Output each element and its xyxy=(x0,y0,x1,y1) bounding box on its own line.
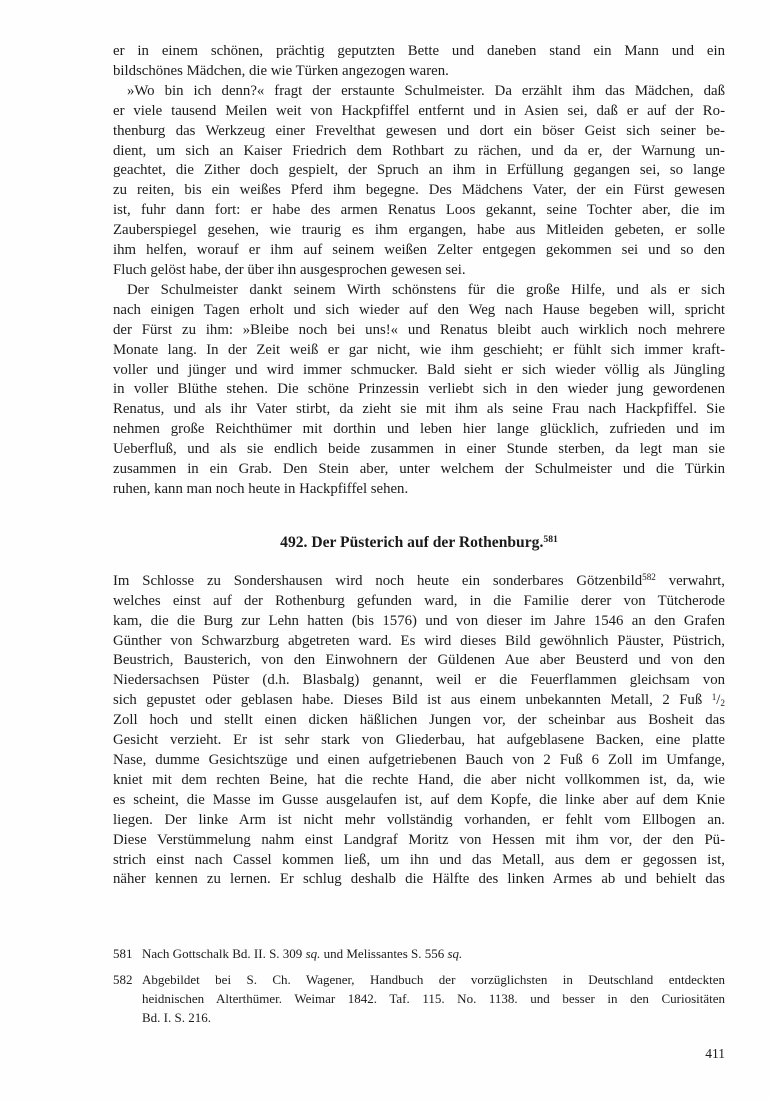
text-line: Nase, dumme Gesichtszüge und einen aufgetriebenen Bauch von 2 Fuß 6 Zoll im Umfange, xyxy=(113,752,725,768)
text-line: Gesicht verzieht. Er ist sehr stark von Gliederbau, hat aufgeblasene Backen, eine platte xyxy=(113,732,725,749)
footnote-text xyxy=(142,970,725,1027)
text-line: näher kennen zu lernen. Er schlug deshalb die Hälfte des linken Armes ab und behielt das xyxy=(113,871,725,888)
text-line: nach einigen Tagen erholt und sich wieder auf den Weg nach Hause begeben will, spricht xyxy=(113,301,725,318)
text-line: Abgebildet bei S. Ch. Wagener, Handbuch der vorzüglichsten in Deutschland entdeckten xyxy=(142,972,725,987)
footnote-number: 581 xyxy=(113,946,133,961)
text-line: in voller Blüthe stehen. Die schöne Prinzessin verliebt sich in den wieder jung gewordenen xyxy=(113,381,725,398)
text-line: ruhen, kann man noch heute in Hackpfiffel sehen. xyxy=(113,480,409,497)
text-line: der Fürst zu ihm: »Bleibe noch bei uns!« und Renatus bleibt auch wirklich noch mehrere xyxy=(113,321,725,338)
text-line: welches einst auf der Rothenburg gefunden ward, in die Familie derer von Tütcherode xyxy=(113,592,725,609)
text-line: Beustrich, Bausterich, von den Einwohnern der Güldenen Aue aber Beusterd und von den xyxy=(113,652,725,669)
footnotes xyxy=(113,944,725,1034)
text-line: es scheint, die Masse im Gusse ausgelaufen ist, auf dem Kopfe, die linke aber auf dem Knie xyxy=(113,791,725,808)
paragraph xyxy=(113,281,725,500)
footnote-text xyxy=(142,944,725,963)
paragraph xyxy=(113,82,725,281)
text-line: liegen. Der linke Arm ist nicht mehr vollständig vorhanden, er fehlt vom Ellbogen an. xyxy=(113,811,725,828)
story-paragraphs xyxy=(113,42,725,500)
footnote xyxy=(113,944,725,963)
text-line: er viele tausend Meilen weit von Hackpfiffel entfernt und in Asien sei, daß er auf der Ro- xyxy=(113,102,725,119)
text-line: kniet mit dem rechten Beine, hat die rechte Hand, die aber nicht vollkommen ist, da, wie xyxy=(113,771,725,788)
text-line: ihm helfen, worauf er ihm auf seinem weißen Zelter entgegen gekommen sei und so den xyxy=(113,242,725,259)
text-line: Der Schulmeister dankt seinem Wirth schönstens für die große Hilfe, und als er sich xyxy=(127,281,725,298)
text-line: Zauberspiegel gesehen, wie traurig es ihm ergangen, habe aus Mitleiden gebeten, er solle xyxy=(113,222,725,239)
text-line: dient, um sich an Kaiser Friedrich dem Rothbart zu rächen, und da er, der Warnung un- xyxy=(113,142,725,159)
text-line: er in einem schönen, prächtig geputzten Bette und daneben stand ein Mann und ein xyxy=(113,43,725,59)
paragraph xyxy=(113,42,725,82)
text-line: voller und jünger und wird immer schmucker. Bald sieht er sich wieder völlig als Jüngling xyxy=(113,361,725,378)
text-line: ist, fuhr dann fort: er habe des armen Renatus Loos gekannt, seine Tochter aber, die im xyxy=(113,202,725,219)
text-line: heidnischen Alterthümer. Weimar 1842. Taf. 115. No. 1138. und besser in den Curiositäten xyxy=(142,991,725,1006)
main-text-column xyxy=(113,42,725,890)
text-line: Monate lang. In der Zeit weiß er gar nicht, wie ihm geschieht; er fühlt sich immer kraft- xyxy=(113,341,725,358)
text-line: kam, die die Burg zur Lehn hatten (bis 1576) und von dieser im Jahre 1546 an den Grafen xyxy=(113,612,725,629)
footnote-number: 582 xyxy=(113,972,133,987)
text-line: Günther von Schwarzburg abgetreten ward. Es wird dieses Bild gewöhnlich Päuster, Püstrich, xyxy=(113,632,725,649)
text-line: »Wo bin ich denn?« fragt der erstaunte Schulmeister. Da erzählt ihm das Mädchen, daß xyxy=(127,82,725,99)
text-line: Diese Verstümmelung nahm einst Landgraf Moritz von Hessen mit ihm vor, der den Pü- xyxy=(113,831,725,848)
text-line: Nach Gottschalk Bd. II. S. 309 sq. und Melissantes S. 556 sq. xyxy=(142,946,463,961)
footnote xyxy=(113,970,725,1027)
paragraph xyxy=(113,572,725,891)
text-line: Fluch gelöst habe, der über ihn ausgesprochen gewesen sei. xyxy=(113,261,466,278)
text-line: Ueberfluß, und als sie endlich beide zusammen in einer Stunde sterben, da legt man sie xyxy=(113,441,725,458)
text-line: thenburg das Werkzeug einer Frevelthat gewesen und dort ein böser Geist sich seiner be- xyxy=(113,122,725,139)
section-heading: 492. Der Püsterich auf der Rothenburg.$^{581}$ xyxy=(280,533,558,551)
text-line: Bd. I. S. 216. xyxy=(142,1010,211,1025)
text-line: Renatus, und als ihr Vater stirbt, da zieht sie mit ihm als seine Frau nach Hackpfiffel. Sie xyxy=(113,401,725,418)
text-line: strich einst nach Cassel kommen ließ, um ihn und das Metall, aus dem er gegossen ist, xyxy=(113,851,725,868)
text-line: zu reiten, bis ein weißes Pferd ihm begegne. Des Mädchens Vater, der ein Fürst gewesen xyxy=(113,182,725,199)
text-line: geachtet, die Zither doch gespielt, der Spruch an ihm in Erfüllung gegangen sei, so lange xyxy=(113,162,725,179)
page-number: 411 xyxy=(705,1046,725,1061)
text-line: Im Schlosse zu Sondershausen wird noch heute ein sonderbares Götzenbild$^{582}$ verwahrt, xyxy=(113,572,725,589)
text-line: Niedersachsen Püster (d.h. Blasbalg) genannt, weil er die Feuerflammen gleichsam von xyxy=(113,672,725,689)
text-line: Zoll hoch und stellt einen dicken häßlichen Jungen vor, der scheinbar aus Bosheit das xyxy=(113,712,725,729)
text-line: nehmen große Reichthümer mit dorthin und leben hier lange glücklich, zufrieden und im xyxy=(113,421,725,438)
text-line: zusammen in ein Grab. Den Stein aber, unter welchem der Schulmeister und die Türkin xyxy=(113,461,725,478)
section-paragraphs xyxy=(113,572,725,891)
text-line: sich gepustet oder geblasen habe. Dieses Bild ist aus einem unbekannten Metall, 2 Fuß $^1/_2$ xyxy=(113,691,725,709)
text-line: bildschönes Mädchen, die wie Türken angezogen waren. xyxy=(113,62,449,79)
